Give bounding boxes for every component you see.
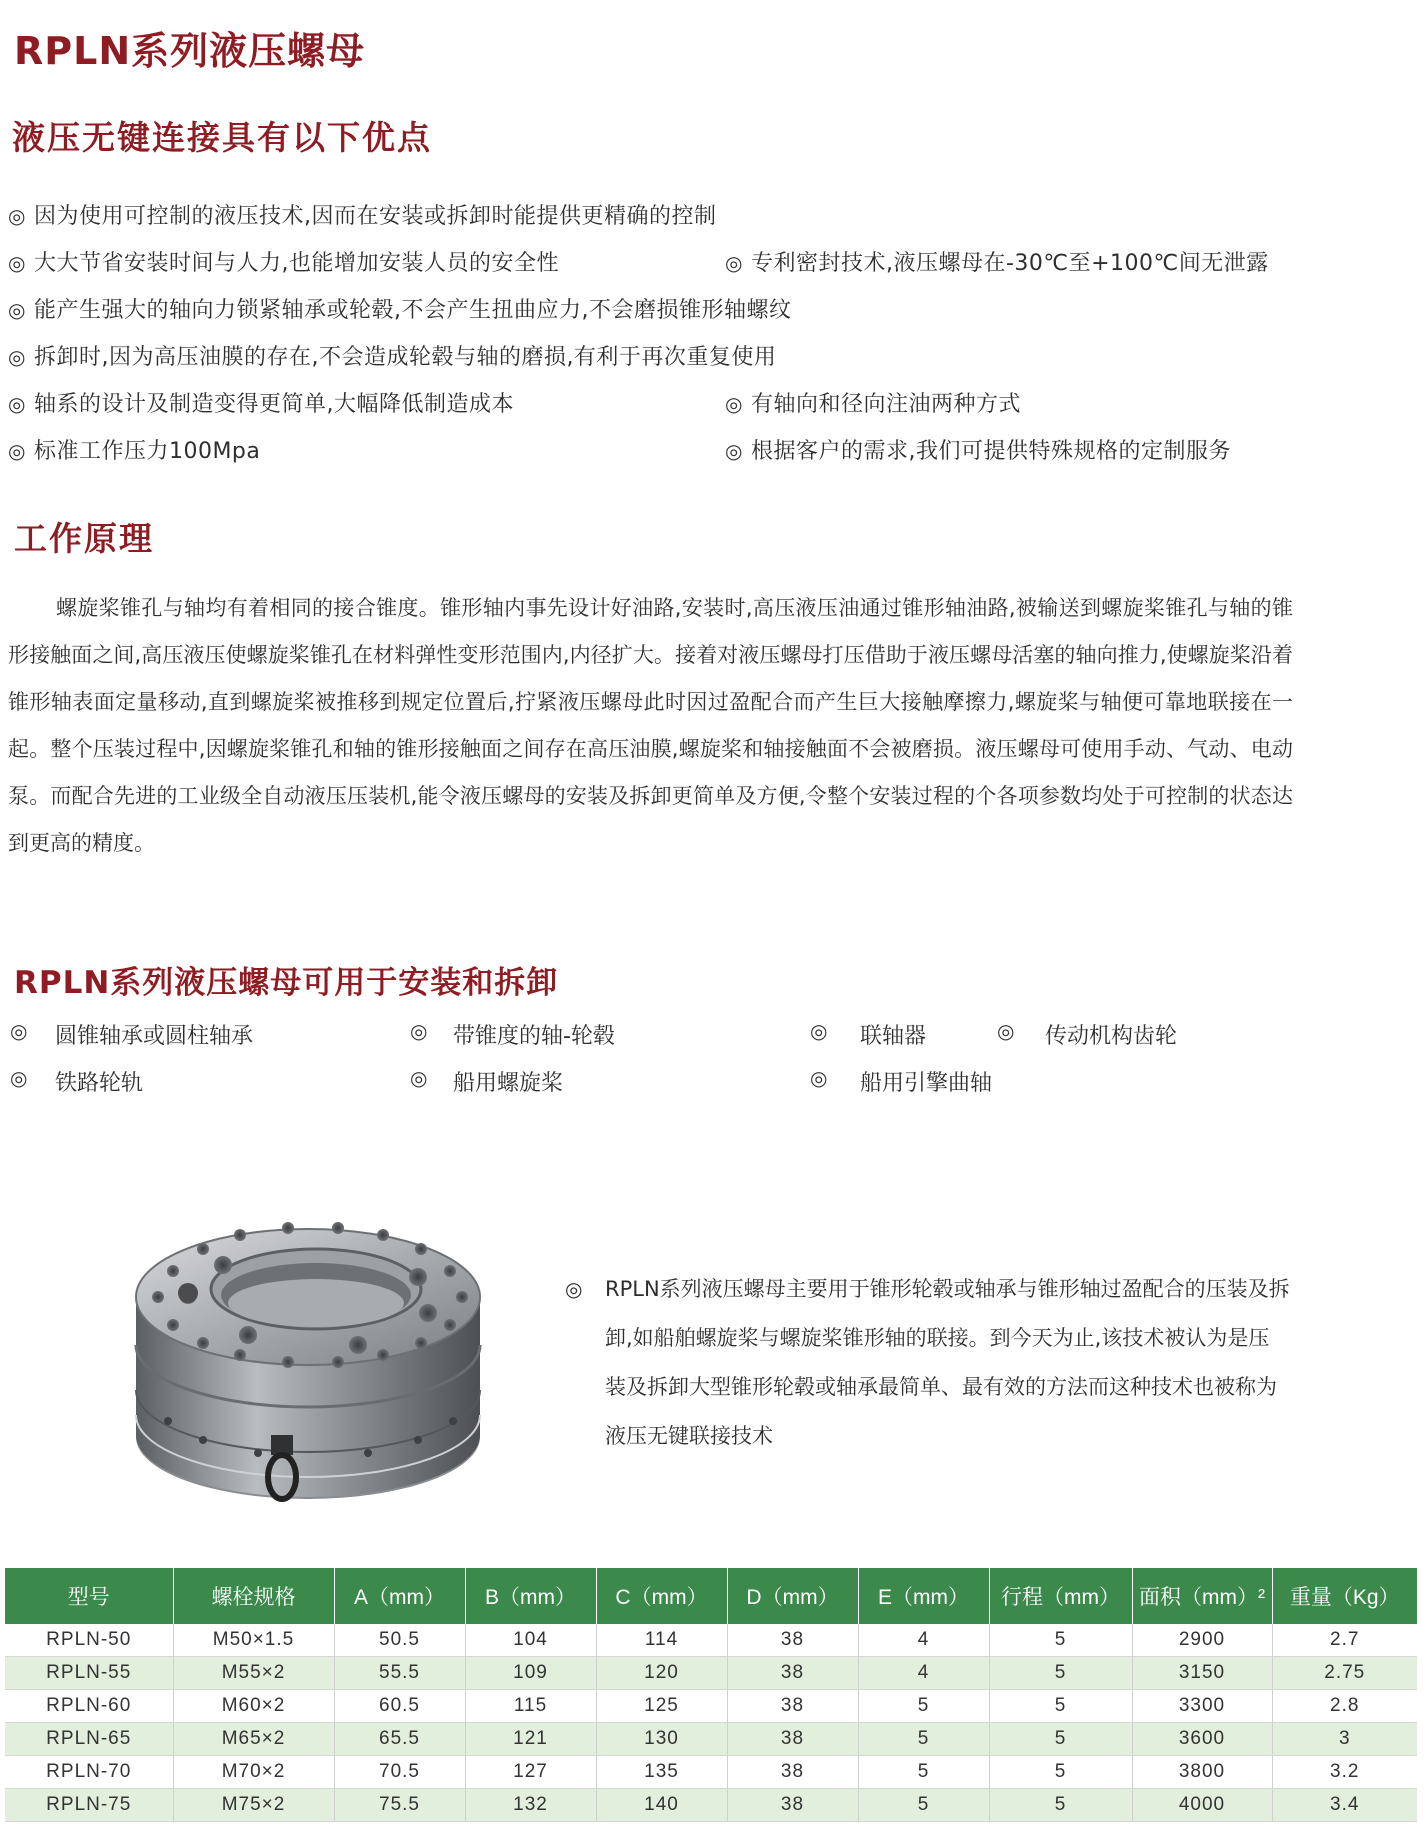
column-header: 面积（mm）² — [1132, 1568, 1272, 1624]
table-cell: 3600 — [1132, 1723, 1272, 1756]
table-cell: 70.5 — [334, 1756, 465, 1789]
table-cell: RPLN-75 — [5, 1789, 173, 1822]
table-cell: 38 — [727, 1657, 858, 1690]
principle-heading: 工作原理 — [14, 519, 154, 558]
table-cell: 5 — [858, 1690, 989, 1723]
table-cell: 38 — [727, 1723, 858, 1756]
table-cell: 3.2 — [1272, 1756, 1417, 1789]
table-cell: 5 — [989, 1690, 1132, 1723]
application-item: ◎ 联轴器 — [810, 1019, 927, 1049]
table-cell: M65×2 — [173, 1723, 334, 1756]
column-header: 型号 — [5, 1568, 173, 1624]
table-cell: 5 — [989, 1723, 1132, 1756]
table-cell: 130 — [596, 1723, 727, 1756]
advantage-item: ◎ 拆卸时,因为高压油膜的存在,不会造成轮毂与轴的磨损,有利于再次重复使用 — [8, 345, 777, 370]
table-cell: 3800 — [1132, 1756, 1272, 1789]
table-cell: 4 — [858, 1657, 989, 1690]
advantage-item: ◎ 有轴向和径向注油两种方式 — [725, 392, 1021, 417]
table-cell: M70×2 — [173, 1756, 334, 1789]
table-cell: 2.8 — [1272, 1690, 1417, 1723]
table-cell: 38 — [727, 1624, 858, 1657]
spec-table — [5, 1568, 1417, 1822]
table-cell: 140 — [596, 1789, 727, 1822]
table-cell: 4000 — [1132, 1789, 1272, 1822]
table-cell: 2.7 — [1272, 1624, 1417, 1657]
hydraulic-nut-image — [128, 1185, 488, 1520]
table-cell: 2900 — [1132, 1624, 1272, 1657]
table-cell: M50×1.5 — [173, 1624, 334, 1657]
table-cell: 4 — [858, 1624, 989, 1657]
advantage-item: ◎ 根据客户的需求,我们可提供特殊规格的定制服务 — [725, 439, 1231, 464]
application-item: ◎ 带锥度的轴-轮毂 — [410, 1019, 615, 1049]
table-cell: 5 — [989, 1624, 1132, 1657]
column-header: 重量（Kg） — [1272, 1568, 1417, 1624]
product-description: ◎ RPLN系列液压螺母主要用于锥形轮毂或轴承与锥形轴过盈配合的压装及拆卸,如船舶螺旋桨与螺旋桨锥形轴的联接。到今天为止,该技术被认为是压装及拆卸大型锥形轮毂或轴承最简单、最有效的方法而这种技术也被称为液压无键联接技术 — [565, 1277, 1290, 1448]
table-row — [5, 1723, 1417, 1756]
column-header: D（mm） — [727, 1568, 858, 1624]
table-cell: RPLN-60 — [5, 1690, 173, 1723]
table-cell: 104 — [465, 1624, 596, 1657]
column-header: C（mm） — [596, 1568, 727, 1624]
table-cell: 3.4 — [1272, 1789, 1417, 1822]
table-cell: 132 — [465, 1789, 596, 1822]
advantage-item: ◎ 专利密封技术,液压螺母在-30℃至+100℃间无泄露 — [725, 251, 1269, 276]
column-header: B（mm） — [465, 1568, 596, 1624]
table-cell: RPLN-55 — [5, 1657, 173, 1690]
column-header: 行程（mm） — [989, 1568, 1132, 1624]
table-cell: 38 — [727, 1690, 858, 1723]
table-cell: 3150 — [1132, 1657, 1272, 1690]
table-row — [5, 1657, 1417, 1690]
table-cell: M60×2 — [173, 1690, 334, 1723]
table-cell: 5 — [989, 1657, 1132, 1690]
table-cell: RPLN-50 — [5, 1624, 173, 1657]
table-cell: 2.75 — [1272, 1657, 1417, 1690]
table-cell: M75×2 — [173, 1789, 334, 1822]
table-cell: 135 — [596, 1756, 727, 1789]
table-cell: 125 — [596, 1690, 727, 1723]
table-cell: 3 — [1272, 1723, 1417, 1756]
page-title: RPLN系列液压螺母 — [14, 29, 366, 73]
table-cell: 5 — [858, 1723, 989, 1756]
table-cell: 5 — [989, 1756, 1132, 1789]
table-cell: 5 — [858, 1756, 989, 1789]
advantage-item: ◎ 轴系的设计及制造变得更简单,大幅降低制造成本 — [8, 392, 514, 417]
table-cell: 38 — [727, 1756, 858, 1789]
table-cell: 65.5 — [334, 1723, 465, 1756]
table-cell: 121 — [465, 1723, 596, 1756]
column-header: 螺栓规格 — [173, 1568, 334, 1624]
table-cell: 120 — [596, 1657, 727, 1690]
principle-paragraph: 螺旋桨锥孔与轴均有着相同的接合锥度。锥形轴内事先设计好油路,安装时,高压液压油通过锥形轴油路,被输送到螺旋桨锥孔与轴的锥形接触面之间,高压液压使螺旋桨锥孔在材料弹性变形范围内,内径扩大。接着对液压螺母打压借助于液压螺母活塞的轴向推力,使螺旋桨沿着锥形轴表面定量移动,直到螺旋桨被推移到规定位置后,拧紧液压螺母此时因过盈配合而产生巨大接触摩擦力,螺旋桨与轴便可靠地联接在一起。整个压装过程中,因螺旋桨锥孔和轴的锥形接触面之间存在高压油膜,螺旋桨和轴接触面不会被磨损。液压螺母可使用手动、气动、电动泵。而配合先进的工业级全自动液压压装机,能令液压螺母的安装及拆卸更简单及方便,令整个安装过程的个各项参数均处于可控制的状态达到更高的精度。 — [8, 596, 1293, 855]
table-cell: 5 — [858, 1789, 989, 1822]
table-cell: 60.5 — [334, 1690, 465, 1723]
application-item: ◎ 圆锥轴承或圆柱轴承 — [10, 1019, 254, 1049]
table-cell: 5 — [989, 1789, 1132, 1822]
table-cell: RPLN-70 — [5, 1756, 173, 1789]
table-row — [5, 1789, 1417, 1822]
table-cell: M55×2 — [173, 1657, 334, 1690]
applications-heading: RPLN系列液压螺母可用于安装和拆卸 — [14, 965, 559, 1001]
table-row — [5, 1756, 1417, 1789]
application-item: ◎ 传动机构齿轮 — [997, 1019, 1178, 1049]
application-item: ◎ 船用螺旋桨 — [410, 1066, 564, 1096]
application-item: ◎ 船用引擎曲轴 — [810, 1066, 993, 1096]
table-cell: 75.5 — [334, 1789, 465, 1822]
column-header: E（mm） — [858, 1568, 989, 1624]
advantage-item: ◎ 标准工作压力100Mpa — [8, 439, 261, 464]
table-cell: 55.5 — [334, 1657, 465, 1690]
table-cell: 50.5 — [334, 1624, 465, 1657]
advantages-heading: 液压无键连接具有以下优点 — [12, 118, 432, 157]
table-row — [5, 1690, 1417, 1723]
table-cell: 115 — [465, 1690, 596, 1723]
table-row — [5, 1624, 1417, 1657]
table-cell: 3300 — [1132, 1690, 1272, 1723]
advantage-item: ◎ 大大节省安装时间与人力,也能增加安装人员的安全性 — [8, 251, 559, 276]
table-cell: RPLN-65 — [5, 1723, 173, 1756]
table-cell: 114 — [596, 1624, 727, 1657]
table-header-row — [5, 1568, 1417, 1624]
column-header: A（mm） — [334, 1568, 465, 1624]
table-cell: 127 — [465, 1756, 596, 1789]
application-item: ◎ 铁路轮轨 — [10, 1066, 144, 1096]
table-cell: 109 — [465, 1657, 596, 1690]
advantage-item: ◎ 因为使用可控制的液压技术,因而在安装或拆卸时能提供更精确的控制 — [8, 204, 717, 229]
advantage-item: ◎ 能产生强大的轴向力锁紧轴承或轮毂,不会产生扭曲应力,不会磨损锥形轴螺纹 — [8, 298, 792, 323]
table-cell: 38 — [727, 1789, 858, 1822]
